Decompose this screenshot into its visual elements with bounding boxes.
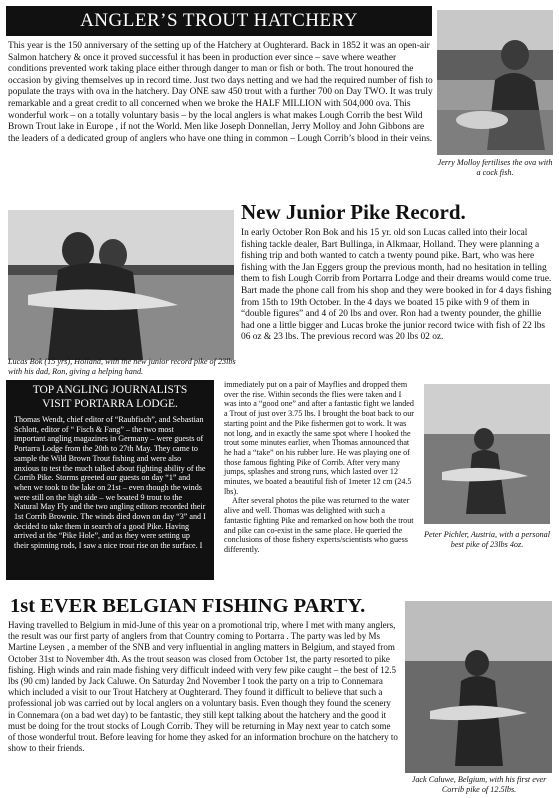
journalists-headline-line2: VISIT PORTARRA LODGE.	[42, 397, 178, 410]
lucas-bok-caption: Lucas Bok (15 yrs), Holland, with the new junior record pike of 23lbs with his dad, Ron, giving a helping hand.	[8, 357, 236, 376]
journalists-box	[6, 380, 214, 580]
belgian-party-article-text: Having travelled to Belgium in mid-June of this year on a promotional trip, where I met with many anglers, the result was our first party of anglers from that Country coming to Portarra . The party was led by Ms Martine Leysen , a member of the SNB and very influential in angling matters in Belgium, and stayed from October 31st to November 4th. As the trout season was closed from October 1st, the party resorted to pike fishing. High winds and rain made fishing very difficult indeed with very few pike caught – the best of 12.5 lbs (90 cm) landed by Jack Caluwe. On Saturday 2nd November I took the party on a trip to Connemara which included a visit to our Trout Hatchery at Oughterard. They found it difficult to believe that such a professional job was carried out by local anglers on a voluntary basis. Even though they found the scenery in Connemara (on a bad wet day) to be fantastic, they still kept talking about the hatchery and the good it must be doing for the trout stocks of Lough Corrib. They will be returning in May next year to catch some of those wonderful trout. Before leaving for home they asked for an information brochure on the hatchery to show to their friends.	[8, 620, 398, 754]
hatchery-title-banner	[6, 6, 432, 36]
pike-record-article-text: In early October Ron Bok and his 15 yr. old son Lucas called into their local fishing tackle dealer, Bart Bullinga, in Alkmaar, Holland. They were planning a fishing trip and both wanted to catch a twenty pound pike. Bart, who was here fishing with the Jan Eggers group the previous month, had no hesitation in telling them to fish Lough Corrib from Portarra Lodge and their dreams would come true. Bart made the phone call from his shop and they were booked in for 4 days fishing from 15th to 19th October. In the 4 days we boated 15 pike with 9 of them in “double figures” and 4 of 20 lbs and over. Ron had a twenty pounder, the ghillie had one a little bigger and Lucas broke the junior record twice with fish of 22 lbs 06 oz & 23 lbs. The previous record was 20 lbs 02 oz.	[241, 228, 552, 343]
hatchery-title: ANGLER’S TROUT HATCHERY	[80, 10, 358, 31]
jerry-molloy-caption: Jerry Molloy fertilises the ova with a cock fish.	[437, 158, 553, 177]
peter-pichler-caption: Peter Pichler, Austria, with a personal best pike of 23lbs 4oz.	[423, 530, 551, 549]
journalists-article-text-part2: immediately put on a pair of Mayflies and dropped them over the rise. Within seconds the flies were taken and I was into a “good one” and after a fantastic fight we landed a Trout of just over 3.75 lbs. I brought the boat back to our starting point and the Pike fishermen got to work. It was not long, and in exactly the same spot where I hooked the trout some minutes earlier, when Thomas announced that he had a “take” on his rubber lure. He was playing one of those famous fighting Pike of Corrib. After very many jumps, splashes and strong runs, which lasted over 12 minutes, we boated a beautiful fish of 1meter 12 cm (24.5 lbs).	[224, 380, 414, 496]
belgian-party-headline: 1st EVER BELGIAN FISHING PARTY.	[10, 595, 366, 617]
journalists-article-text-part1: Thomas Wendt, chief editor of “Raubfisch”, and Sebastian Schlott, editor of “ Fisch & Fang” – the two most important angling magazines in Germany – were guests of Portarra Lodge from the 20th to 27th May. They came to sample the Wild Brown Trout fishing and were also anxious to test the much talked about fighting ability of the Corrib Pike. Storms greeted our guests on day “1” and when we took to the lake on 21st – even though the winds were still on the high side – we boated 9 trout to the Natural May Fly and the two angling editors recorded their 1st Corrib Brownie. The winds died down on day “3” and I decided to take them in search of a good Pike. Having arrived at the “Pike Hole”, and as they were setting up their spinning rods, I saw a nice trout rise on the surface. I	[14, 415, 206, 551]
hatchery-article-text: This year is the 150 anniversary of the setting up of the Hatchery at Oughterard. Back in 1852 it was an open-air Salmon hatchery & once it proved successful it has been in production ever since – save where weather conditions prevented work taking place either through danger to man or fish or both. The trout honoured the occasion by giving themselves up in record time. Just two days netting and we had the required number of fish to populate the trays with ova in the hatchery. Day ONE saw 450 trout with a further 700 on Day TWO. It was truly remarkable and a great credit to all concerned when we broke the HALF MILLION with 504,000 ova. This wonderful work – on a totally voluntary basis – by the local anglers is what makes Lough Corrib the best Wild Brown Trout lake in Europe , if not the World. Men like Joseph Donnellan, Jerry Molloy and John Gibbons are the leaders of a dedicated group of anglers who have one thing in common – Lough Corrib’s blood in their veins.	[8, 41, 433, 144]
journalists-column-2	[224, 380, 414, 555]
jack-caluwe-caption: Jack Caluwe, Belgium, with his first ever Corrib pike of 12.5lbs.	[411, 775, 547, 794]
jerry-molloy-photo	[437, 10, 553, 155]
jack-caluwe-photo	[405, 601, 552, 773]
journalists-headline-line1: TOP ANGLING JOURNALISTS	[32, 384, 188, 396]
peter-pichler-photo	[424, 384, 550, 524]
journalists-headline	[6, 380, 214, 411]
pike-record-headline: New Junior Pike Record.	[241, 200, 466, 224]
lucas-bok-photo	[8, 210, 234, 360]
journalists-article-text-part3: After several photos the pike was returned to the water alive and well. Thomas was delighted with such a fantastic fighting Pike and remarked on how both the trout and pike can co-exist in the same place. He queried the conclusions of those fishery experts/scientists who guess differently.	[224, 496, 414, 554]
